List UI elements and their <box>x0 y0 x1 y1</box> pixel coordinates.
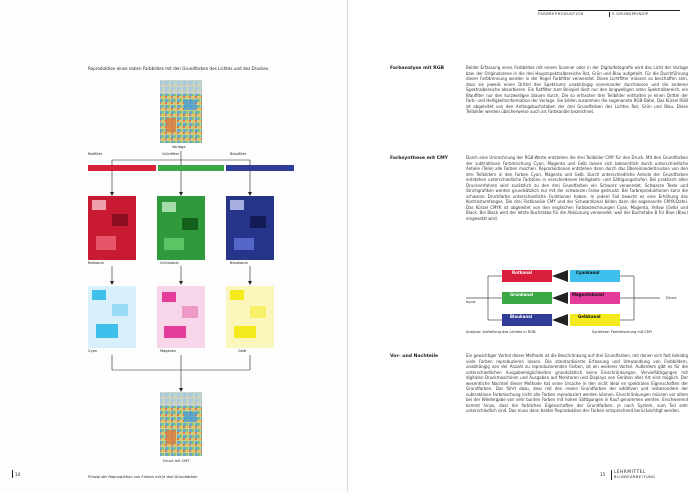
gruenfilter-bar <box>158 165 224 171</box>
section-heading-vorteile: Vor- und Nachteile <box>390 354 439 359</box>
header-rule <box>538 10 680 11</box>
right-page-number: 15 <box>600 472 606 477</box>
diagram-caption-left: Analyse: Aufteilung des Lichtes in RGB <box>466 330 536 334</box>
input-label: Input <box>466 300 476 304</box>
gruenfilter-label: Grünfilter <box>162 152 180 156</box>
cyan-label: Cyan <box>88 349 98 353</box>
cmy-label-cyan: Cyankanal <box>576 270 600 275</box>
rotfilter-bar <box>88 165 156 171</box>
intro-text: Reproduktion eines realen Farbbildes mit den Grundfarben des Lichtes und des Druckes. <box>88 66 270 71</box>
section-text-vorteile: Ein gewichtiger Vorteil dieser Methode ist die Beschränkung auf drei Grundfarben, mit denen sich fast beliebig viele Farben reproduzieren lassen. Die standardisierte Erfassung und Umwandlung von Farbbildern, unabhängig von der Anzahl zu reproduzierenden Farben, ist ein weiterer Vorteil. Außerdem gibt es für die unterschiedlichen Ausgabemöglichkeiten grundsätzlich keine Einschränkungen. Vervielfältigungen mit digitalen Druckmaschinen und Ausgaben auf Monitoren und Displays von Geräten aller Art sind möglich. Der wesentliche Nachteil dieser Methode hat seine Ursache in den nicht ideal en spektralen Eigenschaften der Grundfarben. Das führt dazu, dass mit den realen Grundfarben der additiven und insbesondere der subtraktiven Farbmischung nicht alle Farben reproduziert werden können. Einschränkungen müssen vor allem bei der Wiedergabe von sehr bunten Farben mit hohen Sättigungen in Kauf genommen werden. Erschwerend kommt hinzu, dass die farblichen Eigenschaften der Grundfarben, je nach System, zum Teil sehr unterschiedlich sind. Das muss dann beider Reproduktion der Farben entsprechend berücksichtigt werden. <box>466 353 688 414</box>
blaufilter-bar <box>226 165 294 171</box>
section-heading-farbanalyse: Farbanalyse mit RGB <box>390 66 444 71</box>
rgb-label-rot: Rotkanal <box>512 270 533 275</box>
rgb-label-gruen: Grünkanal <box>510 292 534 297</box>
druck-label: Druck mit CMY <box>163 459 190 463</box>
magenta-image <box>157 286 205 348</box>
footer-divider <box>611 470 612 480</box>
left-page <box>0 0 347 492</box>
header-chapter: 5 GRUNDPRINZIP <box>612 12 649 16</box>
reproduction-figure <box>0 0 347 492</box>
page-marker <box>12 470 13 478</box>
rotkanal-image <box>88 196 136 260</box>
figure-caption: Prinzip der Reproduktion von Farben mit je drei Grundfarben <box>88 475 198 479</box>
section-text-farbanalyse: Beider Erfassung eines Farbbildes mit einem Scanner oder in der Digitalfotografie wird das Licht der Vorlage bzw. der Originalszene in die drei Hauptspektralbereiche Rot, Grün und Blau aufgeteilt. Für die Durchführung dieser Farbtrennung werden in der Regel Farbfilter verwendet. Diese Lichtfilter müssen so beschaffen sein, dass sie jeweils einen Drittel des Spektrums unabhängig voneinander durchlassen und die anderen Spektralbereiche absorbieren. Ein Rotfilter zum Beispiel lässt nur den langwelligen roten Spektralbereich, ein Blaufilter nur den kurzwelligen blauen durch. Die so erfassten drei Teilbilder enthalten je einen Drittel der Farb- und Helligkeitsinformation der Vorlage. Sie bilden zusammen die sogenannte RGB-Datei. Das Kürzel RGB ist abgeleitet von den Anfangsbuchstaben der drei Grundfarben des Lichtes Rot, Grün und Blau. Diese Teilbilder werden üblicherweise auch als Farbkanäle bezeichnet. <box>466 65 688 115</box>
output-label: Druck <box>666 296 677 300</box>
cmy-label-gelb: Gelbkanal <box>578 314 601 319</box>
header-section: FARBREPRODUKTION <box>538 12 584 16</box>
cyan-image <box>88 286 136 348</box>
gelb-label: Gelb <box>238 349 247 353</box>
diagram-caption-right: Synthese: Farbmischung mit CMY <box>592 330 653 334</box>
rotkanal-label: Rotkanal <box>88 261 104 265</box>
blaukanal-image <box>226 196 274 260</box>
right-page <box>348 0 695 492</box>
footer-sub: BILDBEARBEITUNG <box>614 475 656 479</box>
rotfilter-label: Rotfilter <box>88 152 103 156</box>
section-text-farbsynthese: Durch eine Umrechnung der RGB-Werte entstehen die drei Teilbilder CMY für den Druck. Mit den Grundfarben der subtraktiven Farbmischung Cyan, Magenta und Gelb lassen sich bekanntlich durch unterschiedliche Anteile (Teile) alle Farben mischen. Reproduktionen entstehen dann durch das Übereinanderdrucken von den drei Teilbildern in den Farben Cyan, Magenta und Gelb. Durch unterschiedliche Anteile der Grundfarben entstehen unterschiedliche Farbtöne in verschiedenen Helligkeits- und Sättigungsstufen. Bei praktisch allen Druckverfahren wird zusätzlich zu den drei Grundfarben ein Schwarz verwendet. Schwarze Texte und Strichgrafiken werden grundsätzlich nur mit der schwarzen Farbe gedruckt. Bei Farbreproduktionen kann die schwarze Druckfarbe unterschiedliche Funktionen haben. In jedem Fall bewirkt es eine Erhöhung des Kontrastumfanges. Die drei Farbkanäle CMY und der Schwarzkanal bilden dann die sogenannte CMYK-Datei. Das Kürzel CMYK ist abgeleitet von den englischen Farbbezeichnungen Cyan, Magenta, Yellow (Gelb) und Black. Bei Black wird der letzte Buchstabe für die Abkürzung verwendet, weil der Buchstabe B für Blue (Blau) eingesetzt wird. <box>466 155 688 222</box>
footer-brand: LEHRMITTEL <box>614 469 646 474</box>
vorlage-label: Vorlage <box>172 145 186 149</box>
blaukanal-label: Blaukanal <box>230 261 248 265</box>
magenta-label: Magenta <box>160 349 176 353</box>
blaufilter-label: Blaufilter <box>230 152 247 156</box>
gruenkanal-image <box>157 196 205 260</box>
left-page-number: 14 <box>15 472 21 477</box>
gruenkanal-label: Grünkanal <box>160 261 179 265</box>
gelb-image <box>226 286 274 348</box>
cmy-label-magenta: Magentakanal <box>572 292 604 297</box>
rgb-label-blau: Blaukanal <box>510 314 533 319</box>
section-heading-farbsynthese: Farbsynthese mit CMY <box>390 156 448 161</box>
